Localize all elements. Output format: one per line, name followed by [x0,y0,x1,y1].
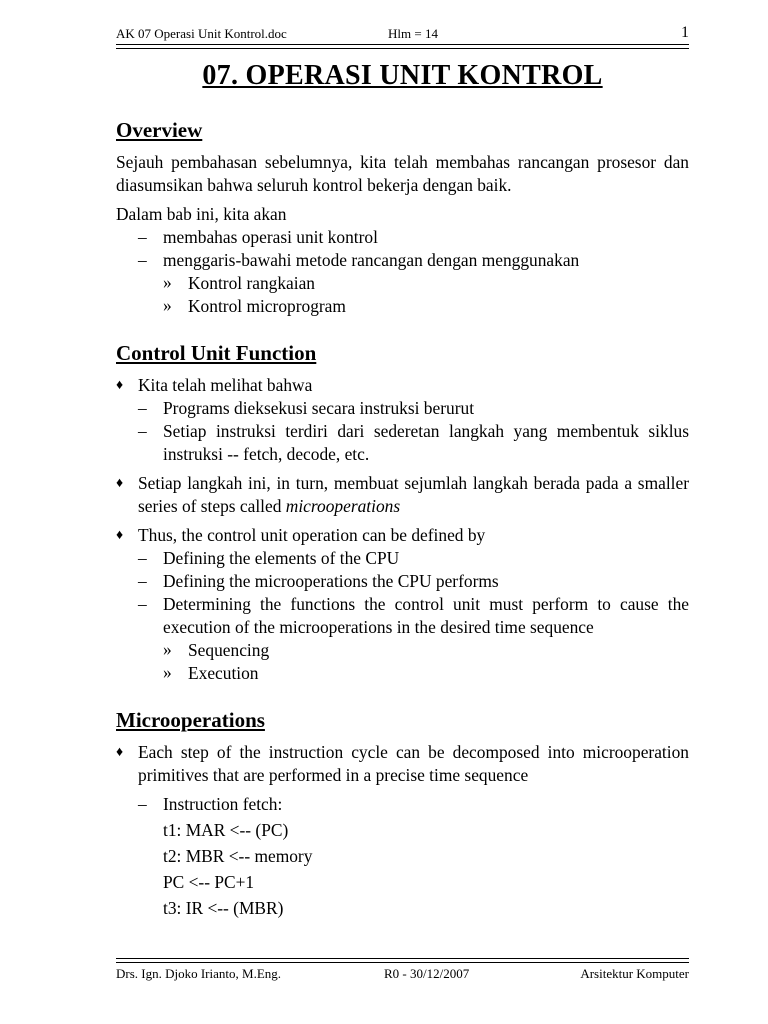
list-item-text: Kontrol microprogram [188,296,346,316]
list-item [116,249,689,272]
list-item-text: Setiap instruksi terdiri dari sederetan langkah yang membentuk siklus instruksi -- fetch, decode, etc. [163,421,689,464]
list-item [116,547,689,570]
list-item-text: Thus, the control unit operation can be defined by [138,525,486,545]
list-item [116,662,689,685]
list-item [116,793,689,816]
footer-author: Drs. Ign. Djoko Irianto, M.Eng. [116,966,282,981]
overview-heading: Overview [116,118,203,142]
list-item [116,272,689,295]
document-page [116,0,689,1024]
dash-marker: – [138,794,147,814]
dash-marker: – [138,548,147,568]
diamond-bullet-icon: ♦ [116,745,124,760]
list-item-text: Kita telah melihat bahwa [138,375,313,395]
diamond-bullet-icon: ♦ [116,476,124,491]
page-header [116,26,689,46]
footer-revision: R0 - 30/12/2007 [384,966,470,981]
list-item-text: Each step of the instruction cycle can be decomposed into microoperation primitives that are performed in a precise time sequence [138,742,689,785]
list-item [116,374,689,397]
diamond-bullet-icon: ♦ [116,378,124,393]
list-item [116,397,689,420]
header-filename: AK 07 Operasi Unit Kontrol.doc [116,26,287,41]
header-hlm: Hlm = 14 [388,26,438,41]
list-item-text: menggaris-bawahi metode rancangan dengan menggunakan [163,250,580,270]
control-unit-heading: Control Unit Function [116,341,317,365]
list-item [116,420,689,466]
code-line: t3: IR <-- (MBR) [163,898,284,918]
footer-rule [116,958,689,963]
diamond-bullet-icon: ♦ [116,528,124,543]
list-item-text: Determining the functions the control unit must perform to cause the execution of the microoperations in the desired time sequence [163,594,689,637]
document-title: 07. OPERASI UNIT KONTROL [202,60,603,91]
list-item [116,295,689,318]
code-line: PC <-- PC+1 [163,872,255,892]
list-item-text: Instruction fetch: [163,794,283,814]
dash-marker: – [138,594,147,614]
footer-course: Arsitektur Komputer [580,966,689,981]
emphasis-microoperations: microoperations [285,496,401,516]
document-body [116,117,689,920]
list-item [116,524,689,547]
list-item [116,570,689,593]
microoperations-heading: Microoperations [116,708,265,732]
dash-marker: – [138,398,147,418]
list-item-text: Setiap langkah ini, in turn, membuat sejumlah langkah berada pada a smaller series of steps called [138,473,689,516]
list-item [116,639,689,662]
list-item-text: Programs dieksekusi secara instruksi berurut [163,398,475,418]
list-item-text: Defining the elements of the CPU [163,548,400,568]
code-line: t2: MBR <-- memory [163,846,313,866]
page-footer [116,966,689,986]
list-item-text: Defining the microoperations the CPU performs [163,571,499,591]
chevron-marker-icon: » [163,662,172,682]
header-rule [116,44,689,49]
chevron-marker-icon: » [163,639,172,659]
list-item [116,593,689,639]
list-item-text: membahas operasi unit kontrol [163,227,378,247]
dash-marker: – [138,421,147,441]
dash-marker: – [138,250,147,270]
list-item [116,472,689,518]
dash-marker: – [138,227,147,247]
overview-paragraph-1: Sejauh pembahasan sebelumnya, kita telah membahas rancangan prosesor dan diasumsikan bahwa seluruh kontrol bekerja dengan baik. [116,152,689,195]
list-item [116,741,689,787]
header-page-number: 1 [681,24,689,41]
list-item-text: Kontrol rangkaian [188,273,316,293]
list-item-text: Execution [188,663,259,683]
chevron-marker-icon: » [163,295,172,315]
list-item [116,226,689,249]
chevron-marker-icon: » [163,272,172,292]
dash-marker: – [138,571,147,591]
overview-paragraph-2: Dalam bab ini, kita akan [116,204,287,224]
code-line: t1: MAR <-- (PC) [163,820,289,840]
list-item-text: Sequencing [188,640,270,660]
